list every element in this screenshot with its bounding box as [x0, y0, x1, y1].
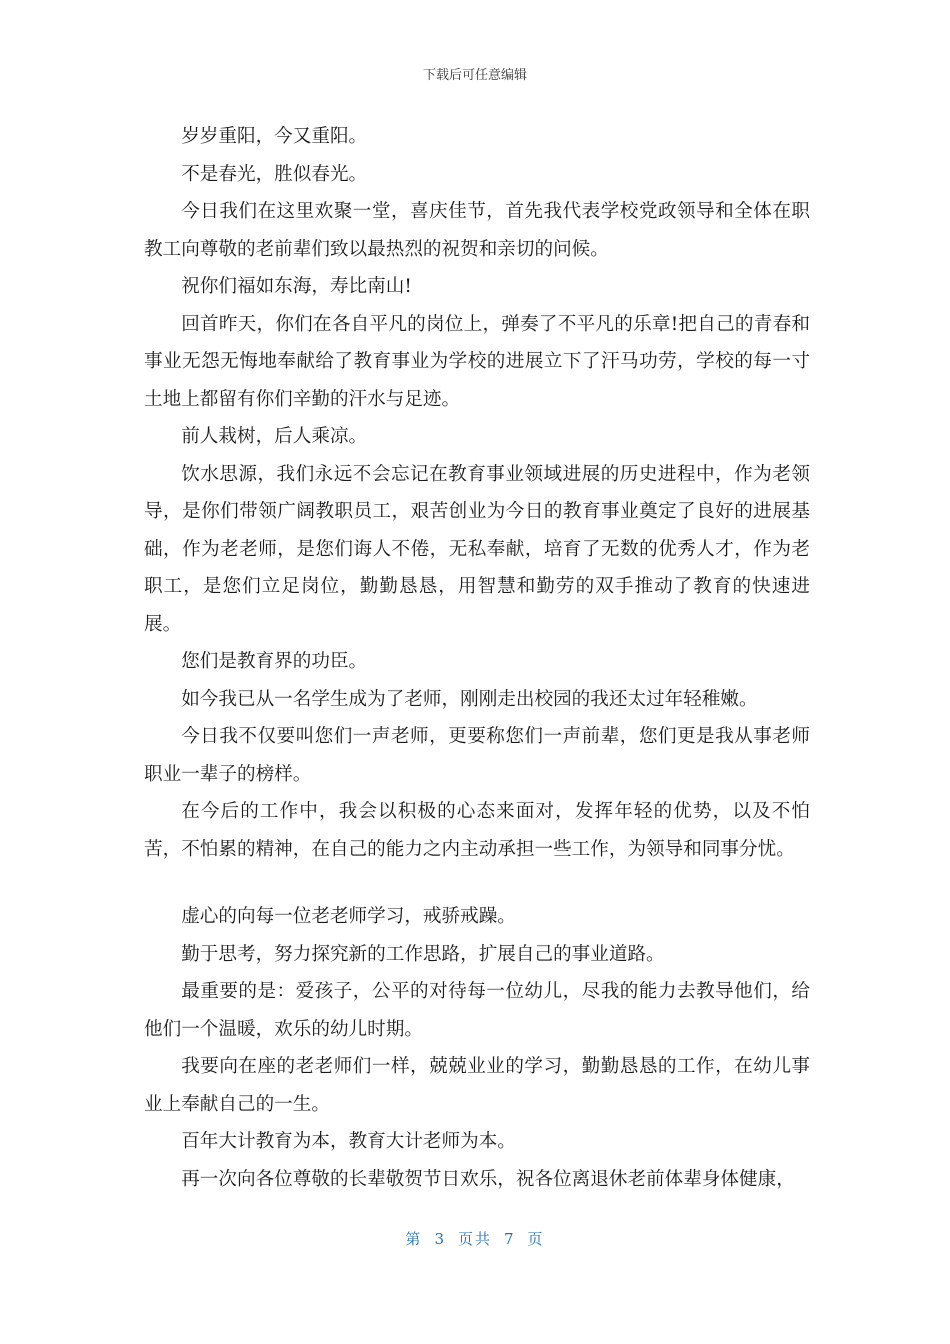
paragraph: 如今我已从一名学生成为了老师，刚刚走出校园的我还太过年轻稚嫩。 [181, 688, 758, 710]
paragraph: 最重要的是：爱孩子，公平的对待每一位幼儿，尽我的能力去教导他们，给他们一个温暖，欢乐的幼儿时期。 [144, 981, 810, 1040]
paragraph: 我要向在座的老老师们一样，兢兢业业的学习，勤勤恳恳的工作，在幼儿事业上奉献自己的一生。 [144, 1056, 810, 1115]
paragraph: 前人栽树，后人乘凉。 [181, 426, 368, 447]
paragraph: 饮水思源，我们永远不会忘记在教育事业领域进展的历史进程中，作为老领导，是你们带领广阔教职员工，艰苦创业为今日的教育事业奠定了良好的进展基础，作为老老师，是您们诲人不倦，无私奉献，培育了无数的优秀人才，作为老职工，是您们立足岗位，勤勤恳恳，用智慧和勤劳的双手推动了教育的快速进展。 [144, 463, 810, 635]
paragraph: 祝你们福如东海，寿比南山! [181, 276, 412, 297]
paragraph: 不是春光，胜似春光。 [181, 163, 368, 185]
document-body [144, 118, 810, 1198]
paragraph-gap [144, 868, 810, 898]
footer-middle: 页共 [457, 1230, 492, 1248]
paragraph: 在今后的工作中，我会以积极的心态来面对，发挥年轻的优势，以及不怕苦，不怕累的精神，在自己的能力之内主动承担一些工作，为领导和同事分忧。 [144, 801, 810, 860]
paragraph: 勤于思考，努力探究新的工作思路，扩展自己的事业道路。 [181, 943, 665, 965]
paragraph: 您们是教育界的功臣。 [181, 651, 368, 672]
paragraph: 岁岁重阳，今又重阳。 [181, 126, 368, 147]
paragraph: 再一次向各位尊敬的长辈敬贺节日欢乐，祝各位离退休老前体辈身体健康， [181, 1168, 795, 1190]
current-page-number: 3 [434, 1230, 446, 1248]
page-header: 下载后可任意编辑 [422, 68, 527, 83]
paragraph: 百年大计教育为本，教育大计老师为本。 [181, 1131, 516, 1152]
footer-suffix: 页 [527, 1230, 545, 1248]
page-footer [0, 1228, 950, 1249]
paragraph: 今日我不仅要叫您们一声老师，更要称您们一声前辈，您们更是我从事老师职业一辈子的榜样。 [144, 726, 810, 785]
footer-prefix: 第 [405, 1230, 423, 1248]
paragraph: 回首昨天，你们在各自平凡的岗位上，弹奏了不平凡的乐章!把自己的青春和事业无怨无悔地奉献给了教育事业为学校的进展立下了汗马功劳，学校的每一寸土地上都留有你们辛勤的汗水与足迹。 [144, 313, 810, 410]
paragraph: 今日我们在这里欢聚一堂，喜庆佳节，首先我代表学校党政领导和全体在职教工向尊敬的老前辈们致以最热烈的祝贺和亲切的问候。 [144, 201, 810, 260]
total-pages-number: 7 [504, 1230, 516, 1248]
paragraph: 虚心的向每一位老老师学习，戒骄戒躁。 [181, 906, 516, 927]
